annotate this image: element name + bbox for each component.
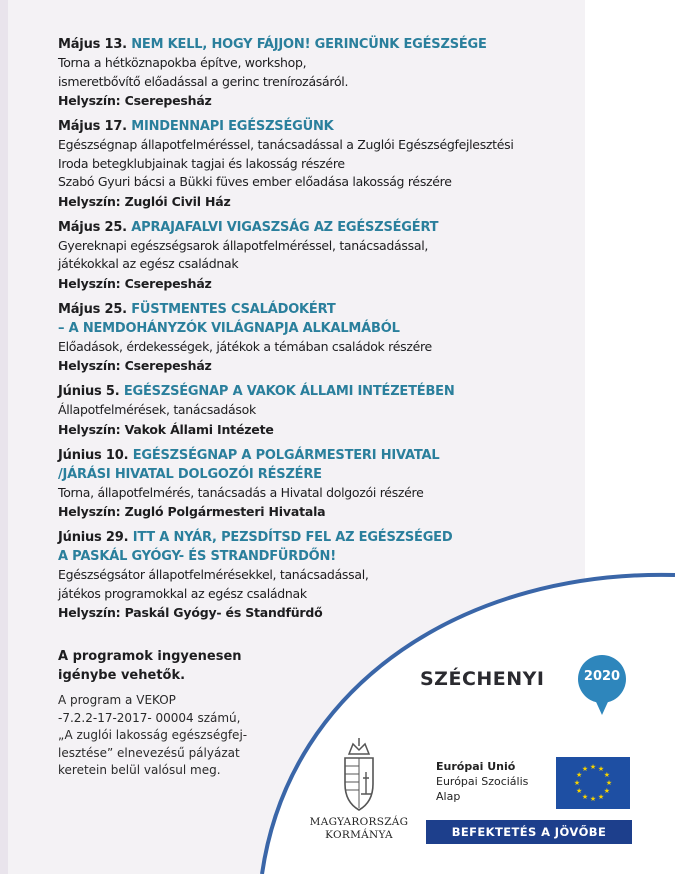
event-date: Június 29. — [58, 530, 129, 545]
event-date: Június 5. — [58, 384, 120, 399]
event-header — [58, 465, 578, 484]
event-header — [58, 117, 578, 136]
event-description-line: Egészségnap állapotfelméréssel, tanácsadással a Zuglói Egészségfejlesztési — [58, 137, 514, 152]
event-date: Május 25. — [58, 301, 127, 317]
event-description-line: Gyereknapi egészségsarok állapotfelméréssel, tanácsadással, — [58, 237, 429, 253]
event-location: Helyszín: Cserepesház — [58, 358, 212, 373]
event-item — [58, 382, 578, 439]
eu-star-icon: ★ — [573, 779, 581, 787]
event-header — [58, 547, 578, 566]
event-description-line: Torna, állapotfelmérés, tanácsadás a Hivatal dolgozói részére — [58, 484, 424, 500]
vekop-note — [58, 692, 278, 780]
event-title: FÜSTMENTES CSALÁDOKÉRT — [131, 301, 336, 317]
eu-line: Alap — [436, 790, 461, 803]
eu-star-icon: ★ — [603, 771, 611, 779]
free-notice — [58, 648, 278, 685]
event-description-line: Egészségsátor állapotfelmérésekkel, tanácsadással, — [58, 567, 369, 582]
event-location: Helyszín: Paskál Gyógy- és Standfürdő — [58, 605, 323, 620]
event-description-line: játékokkal az egész családnak — [58, 256, 239, 271]
vekop-line: lesztése” elnevezésű pályázat — [58, 745, 240, 760]
government-name-line: KORMÁNYA — [325, 829, 393, 841]
event-item — [58, 300, 578, 376]
event-header — [58, 382, 578, 401]
eu-star-icon: ★ — [575, 771, 583, 779]
event-description-line: Iroda betegklubjainak tagjai és lakosság részére — [58, 155, 345, 171]
event-date: Június 10. — [58, 447, 129, 463]
event-title: APRAJAFALVI VIGASZSÁG AZ EGÉSZSÉGÉRT — [131, 219, 439, 235]
eu-star-icon: ★ — [589, 795, 597, 803]
coat-of-arms-icon — [339, 738, 379, 812]
event-location: Helyszín: Cserepesház — [58, 93, 212, 108]
event-header — [58, 528, 578, 547]
eu-star-icon: ★ — [589, 763, 597, 771]
eu-line: Európai Unió — [436, 760, 516, 773]
eu-logo-box — [426, 753, 632, 813]
event-title: /JÁRÁSI HIVATAL DOLGOZÓI RÉSZÉRE — [58, 466, 322, 482]
event-date: Május 25. — [58, 219, 127, 235]
eu-star-icon: ★ — [581, 792, 589, 801]
eu-flag-icon — [556, 757, 630, 809]
event-description-line: Előadások, érdekességek, játékok a témában családok részére — [58, 338, 432, 354]
event-title: A PASKÁL GYÓGY- ÉS STRANDFÜRDŐN! — [58, 549, 336, 564]
eu-text — [436, 759, 528, 804]
event-location: Helyszín: Zugló Polgármesteri Hivatala — [58, 504, 326, 519]
eu-star-icon: ★ — [603, 787, 611, 795]
eu-star-icon: ★ — [605, 779, 613, 787]
eu-line: Európai Szociális — [436, 775, 529, 788]
event-title: – A NEMDOHÁNYZÓK VILÁGNAPJA ALKALMÁBÓL — [58, 320, 400, 336]
free-notice-line: A programok ingyenesen — [58, 649, 242, 664]
free-notice-line: igénybe vehetők. — [58, 667, 186, 683]
event-location: Helyszín: Zuglói Civil Ház — [58, 193, 231, 209]
vekop-line: -7.2.2-17-2017- 00004 számú, — [58, 710, 241, 725]
event-location: Helyszín: Cserepesház — [58, 275, 212, 291]
eu-star-icon: ★ — [597, 792, 605, 801]
eu-star-icon: ★ — [581, 765, 589, 774]
event-title: EGÉSZSÉGNAP A POLGÁRMESTERI HIVATAL — [132, 447, 440, 463]
event-title: ITT A NYÁR, PEZSDÍTSD FEL AZ EGÉSZSÉGED — [132, 530, 453, 545]
event-title: MINDENNAPI EGÉSZSÉGÜNK — [131, 119, 334, 134]
event-header — [58, 35, 578, 54]
event-description-line: ismeretbővítő előadással a gerinc trenírozásáról. — [58, 73, 349, 89]
government-name-line: MAGYARORSZÁG — [309, 816, 409, 828]
vekop-line: keretein belül valósul meg. — [58, 763, 221, 777]
szechenyi-year: 2020 — [583, 669, 621, 684]
event-header — [58, 446, 578, 465]
event-description-line: játékos programokkal az egész családnak — [58, 585, 307, 601]
vekop-line: „A zuglói lakosság egészségfej- — [58, 728, 248, 742]
event-description-line: Torna a hétköznapokba építve, workshop, — [58, 55, 307, 70]
eu-star-icon: ★ — [575, 787, 583, 795]
event-item — [58, 35, 578, 110]
event-location: Helyszín: Vakok Állami Intézete — [58, 421, 274, 437]
invest-slogan: BEFEKTETÉS A JÖVŐBE — [426, 820, 632, 844]
event-date: Május 17. — [58, 119, 127, 134]
event-description-line: Állapotfelmérések, tanácsadások — [58, 402, 256, 417]
event-item — [58, 446, 578, 522]
event-item — [58, 218, 578, 293]
event-header — [58, 218, 578, 237]
szechenyi-wordmark: SZÉCHENYI — [420, 668, 545, 690]
event-description-line: Szabó Gyuri bácsi a Bükki füves ember előadása lakosság részére — [58, 174, 452, 189]
event-title: EGÉSZSÉGNAP A VAKOK ÁLLAMI INTÉZETÉBEN — [123, 384, 455, 399]
event-header — [58, 300, 578, 319]
vekop-line: A program a VEKOP — [58, 693, 176, 707]
government-logo — [304, 738, 414, 842]
event-title: NEM KELL, HOGY FÁJJON! GERINCÜNK EGÉSZSÉGE — [131, 37, 487, 52]
event-list — [58, 35, 578, 629]
event-date: Május 13. — [58, 37, 127, 52]
event-item — [58, 528, 578, 622]
eu-star-icon: ★ — [597, 765, 605, 774]
event-header — [58, 319, 578, 338]
event-item — [58, 117, 578, 211]
